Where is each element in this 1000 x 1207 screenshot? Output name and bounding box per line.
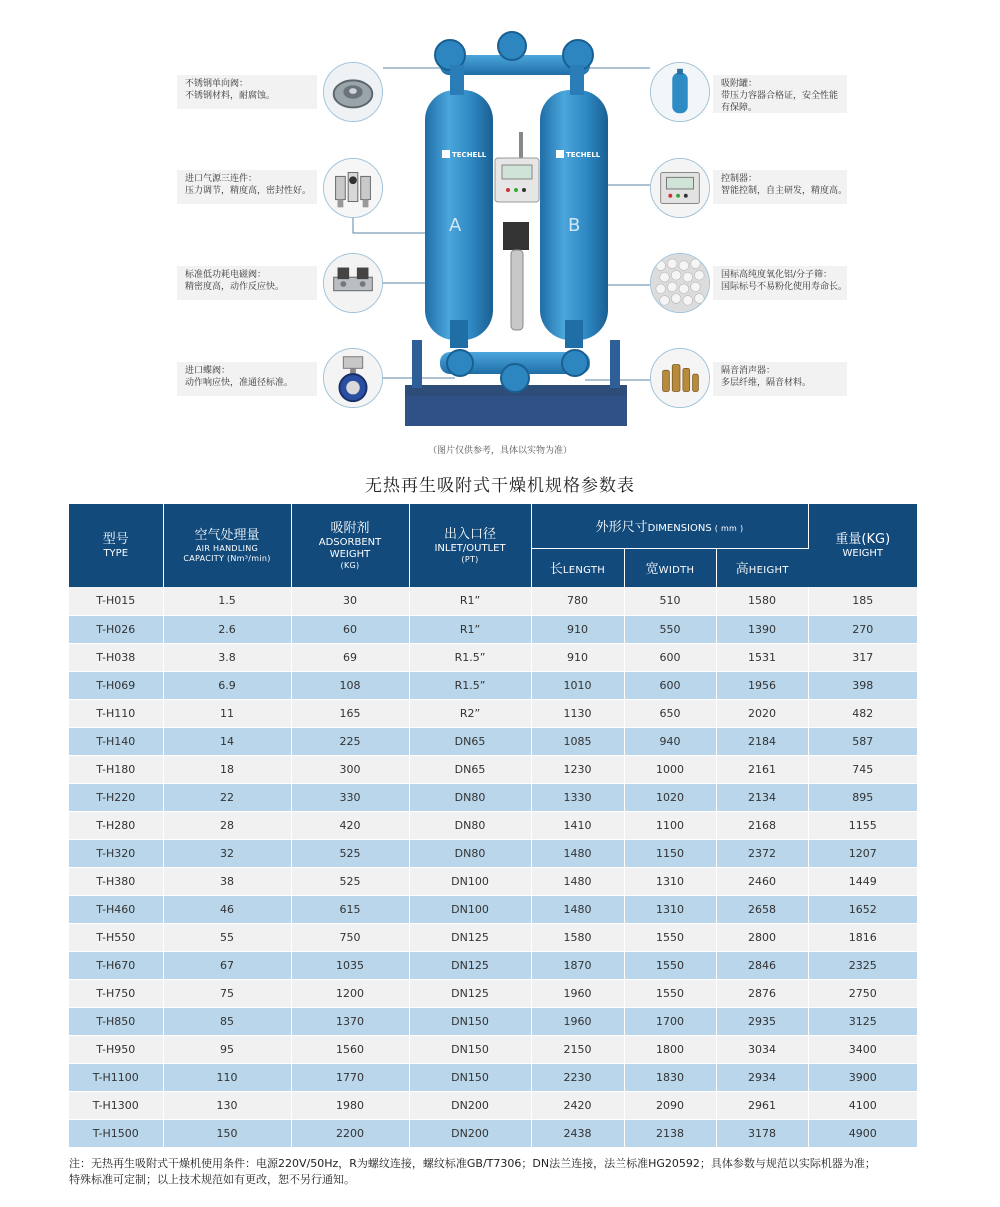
cell-model: T-H750 [69, 979, 163, 1007]
cell-model: T-H460 [69, 895, 163, 923]
cell-model: T-H1500 [69, 1119, 163, 1147]
table-row [69, 1007, 917, 1035]
brand-logo-a: TECHELL [452, 151, 487, 159]
cell-width: 510 [624, 587, 716, 615]
callout-title: 控制器： [721, 174, 758, 184]
cell-length: 1580 [531, 923, 624, 951]
cell-model: T-H069 [69, 671, 163, 699]
cell-adsorbent: 1980 [291, 1091, 409, 1119]
table-row [69, 867, 917, 895]
cell-length: 1960 [531, 979, 624, 1007]
callout-adsorption-tank [713, 75, 847, 113]
callout-desc: 智能控制，自主研发，精度高。 [721, 186, 848, 196]
cell-inlet: DN125 [409, 923, 531, 951]
cell-length: 910 [531, 615, 624, 643]
cell-weight: 745 [808, 755, 917, 783]
table-row [69, 811, 917, 839]
table-row [69, 895, 917, 923]
table-row [69, 1119, 917, 1147]
cell-model: T-H015 [69, 587, 163, 615]
controller-icon [650, 158, 710, 218]
cell-inlet: DN80 [409, 811, 531, 839]
col-header-width: 宽WIDTH [624, 548, 716, 587]
cell-width: 1550 [624, 951, 716, 979]
cell-height: 2961 [716, 1091, 808, 1119]
image-disclaimer: （图片仅供参考，具体以实物为准） [427, 446, 572, 456]
col-header-height: 高HEIGHT [716, 548, 808, 587]
callout-silencer [713, 362, 847, 396]
table-header-row [69, 504, 917, 548]
cell-model: T-H038 [69, 643, 163, 671]
cell-model: T-H950 [69, 1035, 163, 1063]
cell-height: 2460 [716, 867, 808, 895]
cell-height: 1390 [716, 615, 808, 643]
callout-title: 进口蝶阀： [185, 366, 231, 376]
cell-width: 650 [624, 699, 716, 727]
col-header-adsorbent: 吸附剂 ADSORBENT WEIGHT (KG) [291, 504, 409, 587]
cell-model: T-H140 [69, 727, 163, 755]
table-row [69, 1063, 917, 1091]
cell-capacity: 11 [163, 699, 291, 727]
footnote-line-1: 注：无热再生吸附式干燥机使用条件：电源220V/50Hz，R为螺纹连接，螺纹标准GB/T7306；DN法兰连接，法兰标准HG20592；具体参数与规范以实际机器为准； [69, 1157, 876, 1170]
cell-weight: 1207 [808, 839, 917, 867]
callout-desc: 有保障。 [721, 103, 758, 113]
footnote-line-2: 特殊标准可定制；以上技术规范如有更改，恕不另行通知。 [69, 1173, 355, 1186]
cell-weight: 1155 [808, 811, 917, 839]
cell-length: 1480 [531, 839, 624, 867]
cell-capacity: 32 [163, 839, 291, 867]
cell-length: 1010 [531, 671, 624, 699]
cell-width: 2138 [624, 1119, 716, 1147]
callout-controller [713, 170, 847, 204]
cell-model: T-H670 [69, 951, 163, 979]
brand-logo-b: TECHELL [566, 151, 601, 159]
cell-inlet: DN150 [409, 1007, 531, 1035]
cell-width: 600 [624, 643, 716, 671]
cell-length: 2420 [531, 1091, 624, 1119]
col-header-length: 长LENGTH [531, 548, 624, 587]
cell-adsorbent: 1370 [291, 1007, 409, 1035]
cell-length: 1410 [531, 811, 624, 839]
cell-adsorbent: 525 [291, 867, 409, 895]
cell-width: 1310 [624, 867, 716, 895]
cell-length: 1480 [531, 867, 624, 895]
cell-weight: 1816 [808, 923, 917, 951]
footnote [69, 1156, 929, 1188]
cell-height: 2876 [716, 979, 808, 1007]
product-illustration [0, 0, 1000, 460]
cell-height: 2934 [716, 1063, 808, 1091]
callout-butterfly-valve [177, 362, 317, 396]
cell-height: 2935 [716, 1007, 808, 1035]
cell-weight: 3125 [808, 1007, 917, 1035]
cell-adsorbent: 330 [291, 783, 409, 811]
cell-inlet: DN150 [409, 1063, 531, 1091]
cell-inlet: DN80 [409, 783, 531, 811]
cell-height: 2168 [716, 811, 808, 839]
col-header-dimensions: 外形尺寸DIMENSIONS ( mm ) [531, 504, 808, 548]
callout-title: 国标高纯度氧化铝/分子筛： [721, 270, 833, 280]
cell-width: 1550 [624, 979, 716, 1007]
cell-weight: 270 [808, 615, 917, 643]
callout-title: 吸附罐： [721, 79, 758, 89]
col-header-weight: 重量(KG) WEIGHT [808, 504, 917, 587]
table-row [69, 979, 917, 1007]
cell-length: 1870 [531, 951, 624, 979]
filter-regulator-icon [323, 158, 383, 218]
cell-inlet: R2” [409, 699, 531, 727]
cell-model: T-H1300 [69, 1091, 163, 1119]
cell-capacity: 28 [163, 811, 291, 839]
cell-length: 1085 [531, 727, 624, 755]
cell-model: T-H110 [69, 699, 163, 727]
cell-capacity: 2.6 [163, 615, 291, 643]
cell-adsorbent: 1560 [291, 1035, 409, 1063]
table-row [69, 727, 917, 755]
cell-weight: 587 [808, 727, 917, 755]
cell-weight: 2325 [808, 951, 917, 979]
spec-table [69, 504, 917, 1148]
col-header-model: 型号 TYPE [69, 504, 163, 587]
table-row [69, 951, 917, 979]
adsorption-tank-icon [650, 62, 710, 122]
cell-width: 600 [624, 671, 716, 699]
cell-height: 2846 [716, 951, 808, 979]
cell-length: 2150 [531, 1035, 624, 1063]
cell-adsorbent: 1200 [291, 979, 409, 1007]
callout-title: 不锈钢单向阀： [185, 79, 249, 89]
cell-model: T-H280 [69, 811, 163, 839]
check-valve-icon [323, 62, 383, 122]
cell-capacity: 75 [163, 979, 291, 1007]
cell-adsorbent: 300 [291, 755, 409, 783]
cell-height: 2800 [716, 923, 808, 951]
cell-inlet: DN65 [409, 727, 531, 755]
cell-inlet: DN80 [409, 839, 531, 867]
table-row [69, 671, 917, 699]
callout-title: 标准低功耗电磁阀： [185, 270, 267, 280]
cell-length: 1230 [531, 755, 624, 783]
cell-height: 2020 [716, 699, 808, 727]
cell-height: 1580 [716, 587, 808, 615]
cell-capacity: 6.9 [163, 671, 291, 699]
cell-inlet: DN100 [409, 895, 531, 923]
table-row [69, 923, 917, 951]
callout-desc: 带压力容器合格证，安全性能 [721, 91, 839, 101]
callout-desc: 多层纤维，隔音材料。 [721, 378, 812, 388]
table-row [69, 1035, 917, 1063]
cell-model: T-H850 [69, 1007, 163, 1035]
col-header-capacity: 空气处理量 AIR HANDLING CAPACITY (Nm³/min) [163, 504, 291, 587]
table-row [69, 1091, 917, 1119]
cell-width: 550 [624, 615, 716, 643]
cell-model: T-H380 [69, 867, 163, 895]
cell-width: 1000 [624, 755, 716, 783]
cell-height: 2184 [716, 727, 808, 755]
butterfly-valve-icon [323, 348, 383, 408]
callout-alumina [713, 266, 847, 300]
cell-inlet: DN125 [409, 951, 531, 979]
table-title: 无热再生吸附式干燥机规格参数表 [365, 476, 635, 496]
callout-title: 隔音消声器： [721, 366, 776, 376]
callout-desc: 精密度高，动作反应快。 [185, 282, 285, 292]
cell-weight: 4900 [808, 1119, 917, 1147]
table-row [69, 839, 917, 867]
cell-width: 1310 [624, 895, 716, 923]
cell-length: 1130 [531, 699, 624, 727]
cell-height: 2161 [716, 755, 808, 783]
dryer-machine-illustration [0, 0, 1000, 440]
cell-adsorbent: 2200 [291, 1119, 409, 1147]
cell-width: 1150 [624, 839, 716, 867]
cell-length: 2438 [531, 1119, 624, 1147]
col-header-inlet: 出入口径 INLET/OUTLET (PT) [409, 504, 531, 587]
cell-capacity: 150 [163, 1119, 291, 1147]
cell-width: 1100 [624, 811, 716, 839]
cell-weight: 2750 [808, 979, 917, 1007]
cell-adsorbent: 225 [291, 727, 409, 755]
cell-inlet: DN100 [409, 867, 531, 895]
callout-solenoid-valve [177, 266, 317, 300]
cell-capacity: 85 [163, 1007, 291, 1035]
cell-capacity: 18 [163, 755, 291, 783]
cell-adsorbent: 1770 [291, 1063, 409, 1091]
cell-model: T-H026 [69, 615, 163, 643]
cell-capacity: 130 [163, 1091, 291, 1119]
cell-inlet: DN125 [409, 979, 531, 1007]
cell-length: 910 [531, 643, 624, 671]
cell-height: 1531 [716, 643, 808, 671]
cell-weight: 3900 [808, 1063, 917, 1091]
cell-length: 780 [531, 587, 624, 615]
cell-height: 3034 [716, 1035, 808, 1063]
cell-inlet: DN65 [409, 755, 531, 783]
cell-capacity: 55 [163, 923, 291, 951]
cell-inlet: DN150 [409, 1035, 531, 1063]
cell-height: 2658 [716, 895, 808, 923]
cell-weight: 185 [808, 587, 917, 615]
table-row [69, 755, 917, 783]
cell-capacity: 3.8 [163, 643, 291, 671]
cell-adsorbent: 525 [291, 839, 409, 867]
cell-adsorbent: 165 [291, 699, 409, 727]
cell-length: 1330 [531, 783, 624, 811]
cell-capacity: 14 [163, 727, 291, 755]
cell-width: 2090 [624, 1091, 716, 1119]
cell-adsorbent: 615 [291, 895, 409, 923]
cell-adsorbent: 420 [291, 811, 409, 839]
cell-weight: 1449 [808, 867, 917, 895]
silencer-icon [650, 348, 710, 408]
table-row [69, 587, 917, 615]
cell-weight: 1652 [808, 895, 917, 923]
cell-weight: 317 [808, 643, 917, 671]
cell-width: 1020 [624, 783, 716, 811]
callout-filter-regulator [177, 170, 317, 204]
cell-capacity: 38 [163, 867, 291, 895]
cell-width: 1700 [624, 1007, 716, 1035]
cell-adsorbent: 60 [291, 615, 409, 643]
table-row [69, 615, 917, 643]
callout-desc: 国际标号不易粉化使用寿命长。 [721, 282, 848, 292]
cell-adsorbent: 750 [291, 923, 409, 951]
cell-adsorbent: 69 [291, 643, 409, 671]
cell-inlet: R1” [409, 587, 531, 615]
cell-inlet: R1.5” [409, 671, 531, 699]
cell-adsorbent: 108 [291, 671, 409, 699]
spec-table-body [69, 587, 917, 1147]
cell-inlet: DN200 [409, 1091, 531, 1119]
cell-capacity: 22 [163, 783, 291, 811]
cell-model: T-H550 [69, 923, 163, 951]
cell-width: 1550 [624, 923, 716, 951]
cell-adsorbent: 30 [291, 587, 409, 615]
cell-capacity: 95 [163, 1035, 291, 1063]
callout-desc: 不锈钢材料，耐腐蚀。 [185, 91, 276, 101]
callout-title: 进口气源三连件： [185, 174, 258, 184]
cell-height: 2134 [716, 783, 808, 811]
cell-length: 1480 [531, 895, 624, 923]
cell-capacity: 1.5 [163, 587, 291, 615]
cell-model: T-H220 [69, 783, 163, 811]
cell-weight: 895 [808, 783, 917, 811]
cell-weight: 482 [808, 699, 917, 727]
cell-height: 2372 [716, 839, 808, 867]
cell-inlet: R1.5” [409, 643, 531, 671]
cell-height: 1956 [716, 671, 808, 699]
cell-length: 2230 [531, 1063, 624, 1091]
cell-length: 1960 [531, 1007, 624, 1035]
cell-width: 940 [624, 727, 716, 755]
cell-weight: 4100 [808, 1091, 917, 1119]
cell-capacity: 46 [163, 895, 291, 923]
callout-check-valve [177, 75, 317, 109]
table-row [69, 783, 917, 811]
callout-desc: 压力调节，精度高，密封性好。 [185, 186, 312, 196]
cell-adsorbent: 1035 [291, 951, 409, 979]
tank-label-a: A [449, 215, 462, 236]
cell-width: 1830 [624, 1063, 716, 1091]
cell-height: 3178 [716, 1119, 808, 1147]
cell-inlet: DN200 [409, 1119, 531, 1147]
cell-weight: 3400 [808, 1035, 917, 1063]
cell-width: 1800 [624, 1035, 716, 1063]
cell-model: T-H1100 [69, 1063, 163, 1091]
cell-capacity: 110 [163, 1063, 291, 1091]
alumina-beads-icon [650, 253, 710, 313]
cell-inlet: R1” [409, 615, 531, 643]
table-row [69, 643, 917, 671]
cell-model: T-H180 [69, 755, 163, 783]
table-row [69, 699, 917, 727]
callout-desc: 动作响应快，准通径标准。 [185, 378, 294, 388]
cell-weight: 398 [808, 671, 917, 699]
tank-label-b: B [568, 215, 581, 236]
solenoid-valve-icon [323, 253, 383, 313]
cell-capacity: 67 [163, 951, 291, 979]
cell-model: T-H320 [69, 839, 163, 867]
